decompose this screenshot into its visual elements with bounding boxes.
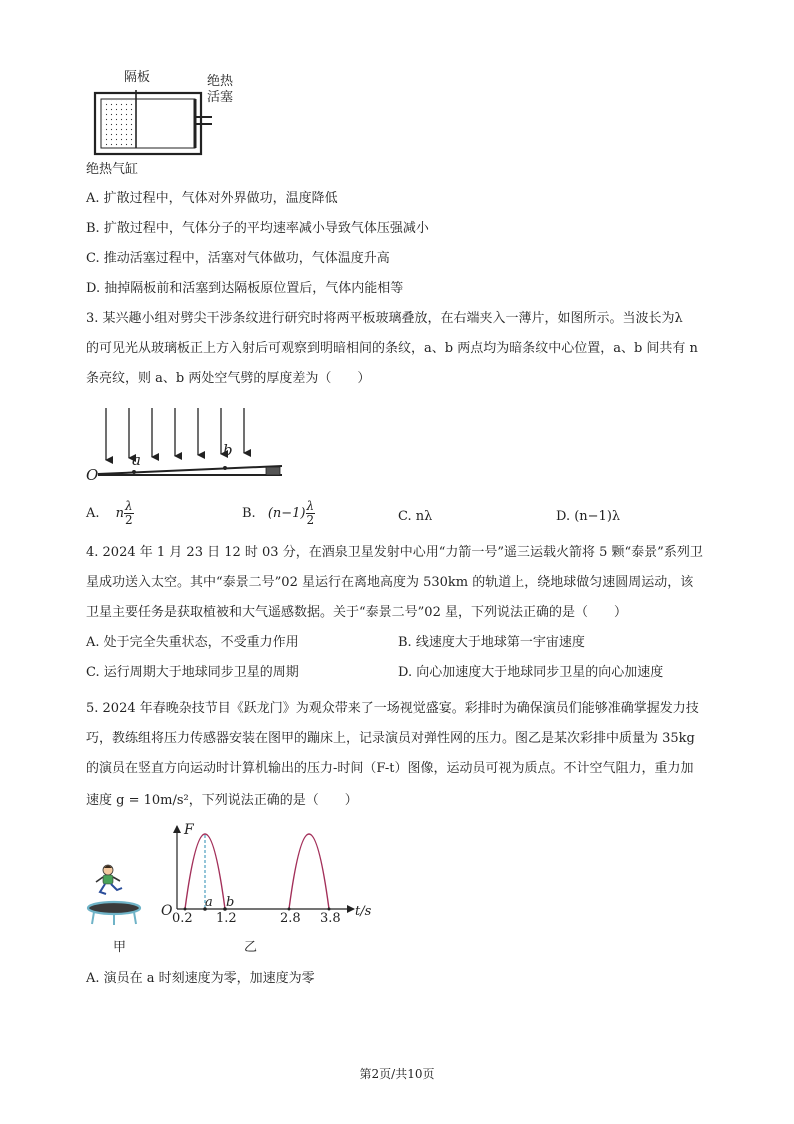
q5-stem-line1: 5. 2024 年春晚杂技节目《跃龙门》为观众带来了一场视觉盛宴。彩排时为确保演员们能够准确掌握发力技 bbox=[86, 701, 699, 716]
chart-origin-label: O bbox=[161, 903, 173, 919]
performer-icon bbox=[96, 865, 122, 894]
q3-stem-line1: 3. 某兴趣小组对劈尖干涉条纹进行研究时将两平板玻璃叠放，在右端夹入一薄片，如图所示。当波长为λ bbox=[86, 311, 683, 326]
cylinder-label: 绝热气缸 bbox=[86, 162, 139, 177]
q4-option-b: B. 线速度大于地球第一宇宙速度 bbox=[398, 635, 585, 650]
chart-tick-0-2: 0.2 bbox=[172, 911, 193, 926]
q3-origin-label: O bbox=[86, 466, 99, 484]
q5-stem-line3: 的演员在竖直方向运动时计算机输出的压力-时间（F-t）图像，运动员可视为质点。不计空气阻力，重力加 bbox=[86, 761, 694, 776]
chart-tick-1-2: 1.2 bbox=[216, 911, 237, 926]
chart-point-a-label: a bbox=[205, 895, 213, 910]
q4-stem-line1: 4. 2024 年 1 月 23 日 12 时 03 分，在酒泉卫星发射中心用“力箭一号”遥三运载火箭将 5 颗“泰景”系列卫 bbox=[86, 545, 703, 560]
q4-option-d: D. 向心加速度大于地球同步卫星的向心加速度 bbox=[398, 665, 664, 680]
q2-option-b: B. 扩散过程中，气体分子的平均速率减小导致气体压强减小 bbox=[86, 221, 429, 236]
q3-point-b-label: b bbox=[223, 441, 233, 459]
q3-stem-line3: 条亮纹，则 a、b 两处空气劈的厚度差为（ ） bbox=[86, 371, 371, 386]
q3-stem-line2: 的可见光从玻璃板正上方入射后可观察到明暗相间的条纹，a、b 两点均为暗条纹中心位置，a、b 间共有 n bbox=[86, 341, 698, 356]
piston-label-line2: 活塞 bbox=[207, 90, 234, 105]
q3-option-b: B. (n−1) $\frac{\lambda}{2}$ bbox=[242, 499, 315, 527]
q4-stem-line2: 星成功送入太空。其中“泰景二号”02 星运行在离地高度为 530km 的轨道上，绕地球做匀速圆周运动，该 bbox=[86, 575, 694, 590]
chart-y-label: F bbox=[184, 822, 194, 838]
caption-yi: 乙 bbox=[244, 940, 258, 955]
trampoline-figure bbox=[84, 860, 164, 930]
piston-label-line1: 绝热 bbox=[207, 74, 234, 89]
chart-tick-2-8: 2.8 bbox=[280, 911, 301, 926]
q4-option-c: C. 运行周期大于地球同步卫星的周期 bbox=[86, 665, 299, 680]
q3-option-a: A. n $\frac{\lambda}{2}$ bbox=[86, 499, 133, 527]
q3-point-a-label: a bbox=[132, 451, 141, 469]
q5-stem-line4: 速度 g = 10m/s²，下列说法正确的是（ ） bbox=[86, 793, 358, 808]
q4-option-a: A. 处于完全失重状态，不受重力作用 bbox=[86, 635, 299, 650]
force-pulse-2 bbox=[289, 834, 329, 909]
q3-option-c: C. nλ bbox=[398, 509, 433, 524]
q3-option-d: D. (n−1)λ bbox=[556, 509, 621, 524]
q5-option-a: A. 演员在 a 时刻速度为零，加速度为零 bbox=[86, 971, 315, 986]
q2-option-d: D. 抽掉隔板前和活塞到达隔板原位置后，气体内能相等 bbox=[86, 281, 404, 296]
chart-point-b-label: b bbox=[226, 895, 235, 910]
q2-option-c: C. 推动活塞过程中，活塞对气体做功，气体温度升高 bbox=[86, 251, 390, 266]
top-glass-plate bbox=[98, 466, 282, 474]
wedge-interference-figure bbox=[84, 400, 294, 490]
chart-x-label: t/s bbox=[355, 904, 372, 919]
q2-option-a: A. 扩散过程中，气体对外界做功，温度降低 bbox=[86, 191, 338, 206]
q4-stem-line3: 卫星主要任务是获取植被和大气遥感数据。关于“泰景二号”02 星，下列说法正确的是（ ） bbox=[86, 605, 627, 620]
caption-jia: 甲 bbox=[113, 940, 127, 955]
partition-label: 隔板 bbox=[124, 70, 151, 85]
q5-stem-line2: 巧，教练组将压力传感器安装在图甲的蹦床上，记录演员对弹性网的压力。图乙是某次彩排中质量为 35kg bbox=[86, 731, 695, 746]
chart-tick-3-8: 3.8 bbox=[320, 911, 341, 926]
gas-region bbox=[102, 100, 136, 147]
trampoline-net bbox=[88, 902, 140, 914]
point-a-dot bbox=[132, 470, 136, 474]
page-number: 第2页/共10页 bbox=[359, 1067, 435, 1081]
thin-sheet bbox=[266, 467, 280, 475]
point-b-dot bbox=[223, 466, 227, 470]
